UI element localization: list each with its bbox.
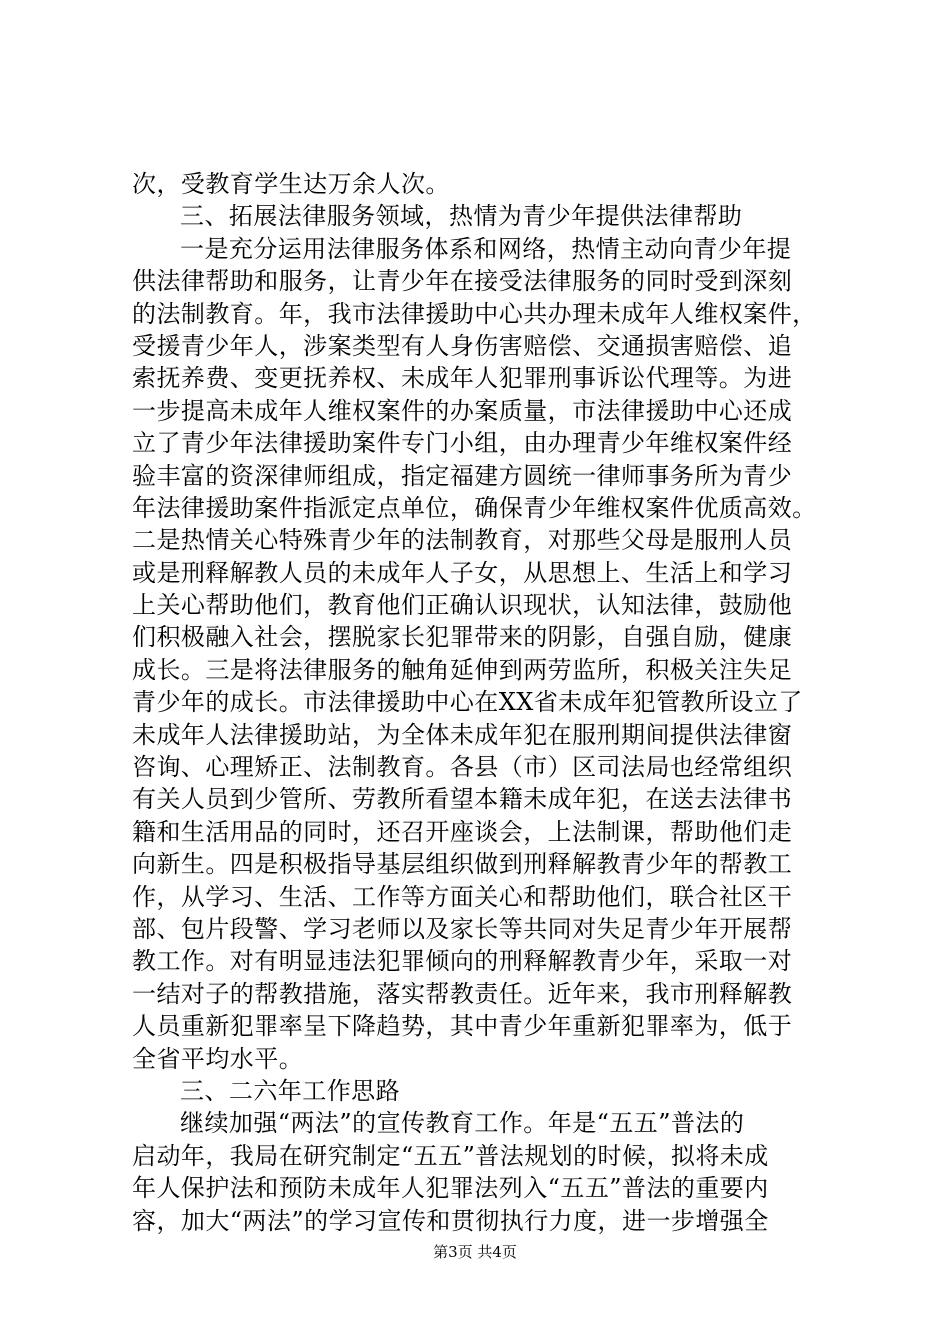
text-line: 验丰富的资深律师组成，指定福建方圆统一律师事务所为青少	[132, 461, 793, 490]
text-line: 立了青少年法律援助案件专门小组，由办理青少年维权案件经	[132, 429, 793, 458]
text-line: 向新生。四是积极指导基层组织做到刑释解教青少年的帮教工	[132, 850, 793, 879]
text-line: 成长。三是将法律服务的触角延伸到两劳监所，积极关注失足	[132, 655, 793, 684]
text-line: 有关人员到少管所、劳教所看望本籍未成年犯，在送去法律书	[132, 785, 793, 814]
text-line: 青少年的成长。市法律援助中心在XX省未成年犯管教所设立了	[132, 688, 803, 717]
text-line: 年人保护法和预防未成年人犯罪法列入“五五”普法的重要内	[132, 1174, 769, 1203]
text-line: 或是刑释解教人员的未成年人子女，从思想上、生活上和学习	[132, 558, 793, 587]
text-line: 全省平均水平。	[132, 1044, 304, 1073]
text-line: 籍和生活用品的同时，还召开座谈会，上法制课，帮助他们走	[132, 817, 793, 846]
text-line: 三、拓展法律服务领域，热情为青少年提供法律帮助	[180, 202, 743, 231]
text-line: 启动年，我局在研究制定“五五”普法规划的时候，拟将未成	[132, 1141, 769, 1170]
document-body	[132, 168, 837, 1237]
text-line: 供法律帮助和服务，让青少年在接受法律服务的同时受到深刻	[132, 267, 793, 296]
text-line: 一是充分运用法律服务体系和网络，热情主动向青少年提	[180, 234, 792, 263]
text-line: 继续加强“两法”的宣传教育工作。年是“五五”普法的	[180, 1109, 745, 1138]
text-line: 人员重新犯罪率呈下降趋势，其中青少年重新犯罪率为，低于	[132, 1012, 793, 1041]
text-line: 受援青少年人，涉案类型有人身伤害赔偿、交通损害赔偿、追	[132, 331, 793, 360]
text-line: 部、包片段警、学习老师以及家长等共同对失足青少年开展帮	[132, 914, 793, 943]
page-number-label: 第3页 共4页	[433, 1243, 517, 1261]
text-line: 们积极融入社会，摆脱家长犯罪带来的阴影，自强自励，健康	[132, 623, 793, 652]
text-line: 咨询、心理矫正、法制教育。各县（市）区司法局也经常组织	[132, 753, 793, 782]
text-line: 容，加大“两法”的学习宣传和贯彻执行力度，进一步增强全	[132, 1206, 769, 1235]
page-footer	[0, 1242, 950, 1262]
text-line: 二是热情关心特殊青少年的法制教育，对那些父母是服刑人员	[132, 526, 793, 555]
text-line: 一步提高未成年人维权案件的办案质量，市法律援助中心还成	[132, 396, 793, 425]
text-line: 作，从学习、生活、工作等方面关心和帮助他们，联合社区干	[132, 882, 793, 911]
text-line: 的法制教育。年，我市法律援助中心共办理未成年人维权案件，	[132, 299, 817, 328]
text-line: 索抚养费、变更抚养权、未成年人犯罪刑事诉讼代理等。为进	[132, 364, 793, 393]
text-line: 次，受教育学生达万余人次。	[132, 170, 450, 198]
text-line: 年法律援助案件指派定点单位，确保青少年维权案件优质高效。	[132, 493, 817, 522]
text-line: 未成年人法律援助站，为全体未成年犯在服刑期间提供法律窗	[132, 720, 793, 749]
text-line: 上关心帮助他们，教育他们正确认识现状，认知法律，鼓励他	[132, 591, 793, 620]
text-line: 三、二六年工作思路	[180, 1076, 401, 1105]
text-line: 教工作。对有明显违法犯罪倾向的刑释解教青少年，采取一对	[132, 947, 793, 976]
text-line: 一结对子的帮教措施，落实帮教责任。近年来，我市刑释解教	[132, 979, 793, 1008]
